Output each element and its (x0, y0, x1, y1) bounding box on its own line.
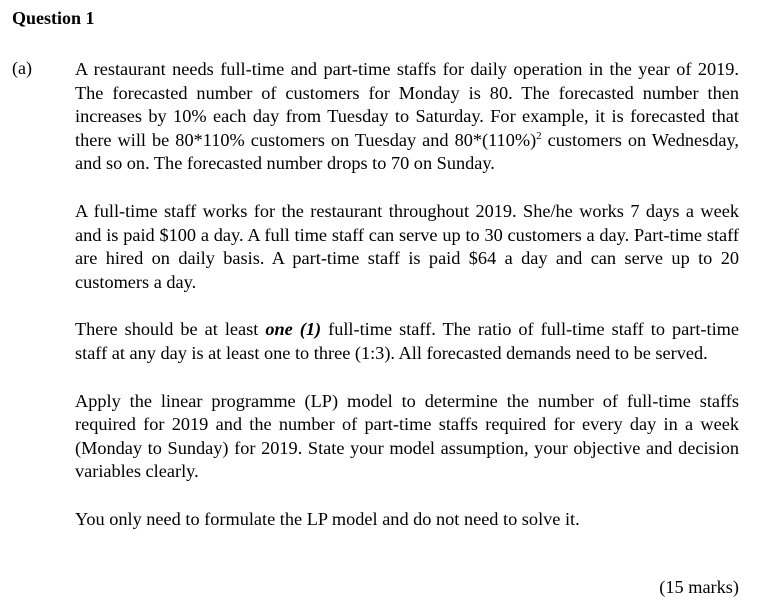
superscript-exponent: 2 (536, 129, 542, 142)
paragraph-task: Apply the linear programme (LP) model to determine the number of full-time staffs required for 2019 and the number of part-time staffs required for every day in a week (Monday to Sunday) for 2019. State your model assumption, your objective and decision variables clearly. (75, 390, 739, 482)
paragraph-forecast-text-a: A restaurant needs full-time and part-time staffs for daily operation in the year of 2019. The forecasted number of customers for Monday is 80. The forecasted number then increases by 10% each day from Tuesday to Saturday. For example, it is forecasted that there will be 80*110% customers on Tuesday and 80*(110%) (75, 59, 739, 150)
paragraph-note: You only need to formulate the LP model and do not need to solve it. (75, 508, 580, 529)
paragraph-staff: A full-time staff works for the restaurant throughout 2019. She/he works 7 days a week and is paid $100 a day. A full time staff can serve up to 30 customers a day. Part-time staff are hired on daily basis. A part-time staff is paid $64 a day and can serve up to 20 customers a day. (75, 200, 739, 292)
paragraph-constraints (75, 318, 739, 365)
paragraph-constraints-text-b: full-time staff. The ratio of full-time staff to part-time staff at any day is at least one to three (1:3). All forecasted demands need to be served. (75, 319, 740, 363)
marks-label: (15 marks) (659, 577, 739, 597)
paragraph-forecast-text-b: customers on Wednesday, and so on. The forecasted number drops to 70 on Sunday. (75, 129, 739, 174)
question-body (75, 58, 739, 532)
part-label: (a) (12, 58, 32, 78)
question-title: Question 1 (12, 8, 95, 28)
paragraph-forecast (75, 58, 739, 176)
emphasis-one: one (1) (265, 319, 322, 340)
paragraph-constraints-text-a: There should be at least (75, 319, 266, 340)
